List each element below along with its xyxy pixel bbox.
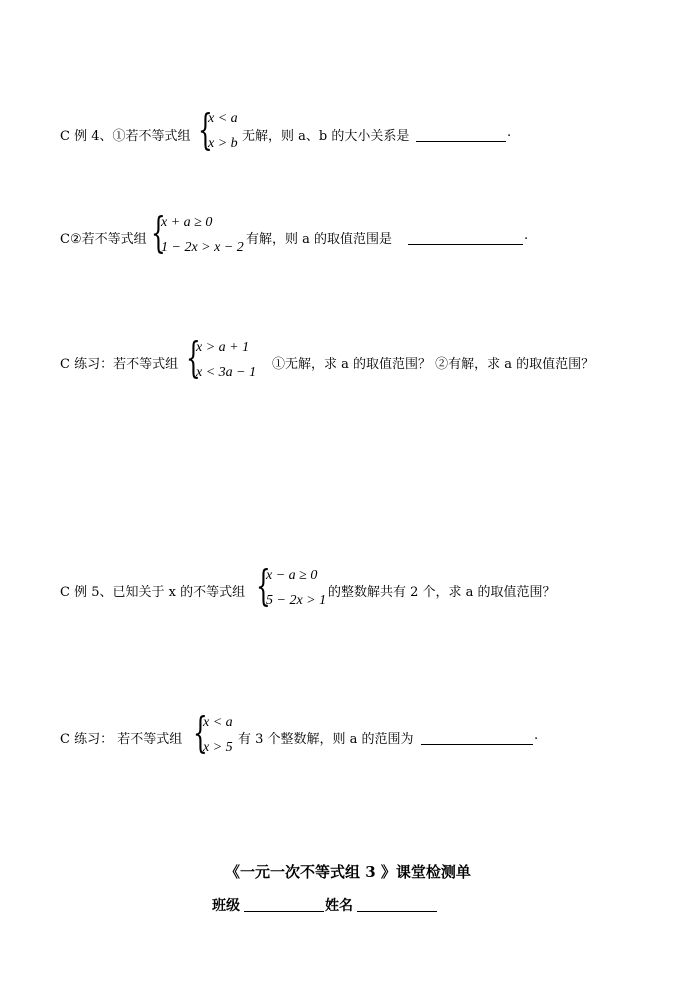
brace-symbol: { xyxy=(186,333,201,382)
example-4-part-1 xyxy=(0,105,696,162)
inequality-1: x < a xyxy=(203,715,233,730)
brace-symbol: { xyxy=(193,708,208,757)
class-label: 班级 xyxy=(212,898,240,914)
example-4-part-2 xyxy=(0,210,696,264)
inequality-1: x < a xyxy=(208,111,238,126)
brace-symbol: { xyxy=(151,208,166,257)
name-field[interactable] xyxy=(357,911,437,912)
period: . xyxy=(534,728,539,743)
inequality-2: x > 5 xyxy=(203,740,233,755)
example-5-lead: C 例 5、已知关于 x 的不等式组 xyxy=(60,585,246,600)
answer-blank[interactable] xyxy=(416,141,506,142)
example-5-question: 的整数解共有 2 个，求 a 的取值范围？ xyxy=(328,585,556,600)
period: . xyxy=(524,228,529,243)
brace-symbol: { xyxy=(256,561,271,610)
inequality-2: x < 3a − 1 xyxy=(196,365,257,380)
example-4b-lead: C②若不等式组 xyxy=(60,232,147,247)
class-field[interactable] xyxy=(244,911,324,912)
practice-1 xyxy=(0,334,696,388)
inequality-2: 5 − 2x > 1 xyxy=(266,593,327,608)
example-4-question: 无解，则 a、b 的大小关系是 xyxy=(242,129,410,144)
practice-2 xyxy=(0,708,696,762)
practice-1-lead: C 练习：若不等式组 xyxy=(60,357,179,372)
brace-symbol: { xyxy=(198,105,213,154)
example-5 xyxy=(0,562,696,616)
inequality-1: x > a + 1 xyxy=(196,340,250,355)
inequality-1: x − a ≥ 0 xyxy=(266,568,318,583)
answer-blank[interactable] xyxy=(408,244,523,245)
period: . xyxy=(507,125,512,140)
student-info xyxy=(0,890,696,920)
practice-1-questions: ①无解，求 a 的取值范围？ ②有解，求 a 的取值范围？ xyxy=(272,357,595,372)
answer-blank[interactable] xyxy=(421,744,533,745)
quiz-title: 《一元一次不等式组 3 》课堂检测单 xyxy=(225,863,471,881)
inequality-2: 1 − 2x > x − 2 xyxy=(161,240,244,255)
example-4-lead: C 例 4、①若不等式组 xyxy=(60,129,191,144)
inequality-1: x + a ≥ 0 xyxy=(161,215,213,230)
example-4b-question: 有解，则 a 的取值范围是 xyxy=(246,232,393,247)
practice-2-lead: C 练习： 若不等式组 xyxy=(60,732,183,747)
inequality-2: x > b xyxy=(208,136,238,151)
practice-2-question: 有 3 个整数解，则 a 的范围为 xyxy=(238,732,414,747)
name-label: 姓名 xyxy=(325,898,353,914)
